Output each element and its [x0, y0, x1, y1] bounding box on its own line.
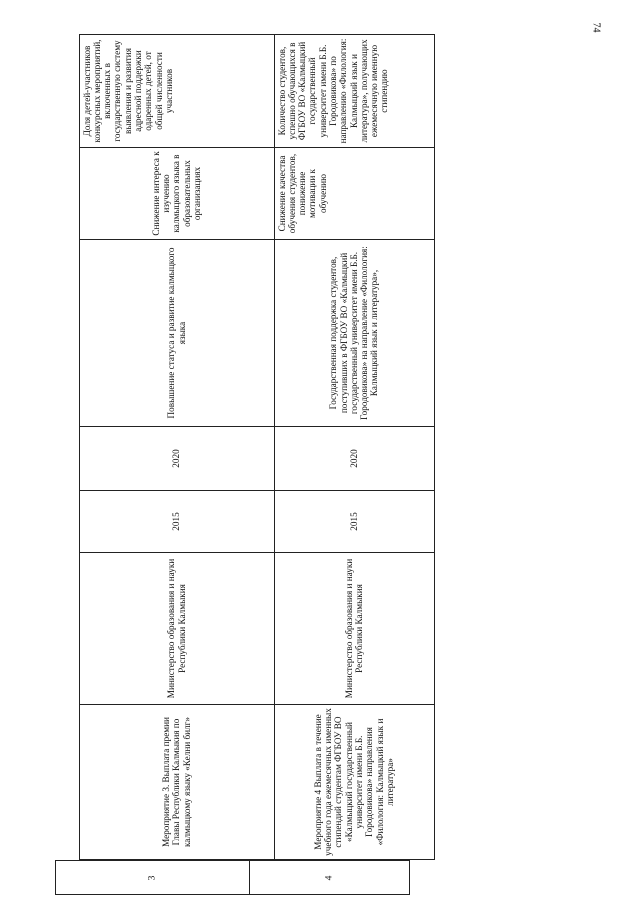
consequence-cell: Снижение интереса к изучению калмыцкого языка в образовательных организациях [79, 148, 274, 240]
result-cell: Повышение статуса и развитие калмыцкого языка [79, 240, 274, 427]
executor-cell: Министерство образования и науки Республики Калмыкия [274, 553, 434, 705]
table-row [79, 35, 274, 860]
start-year-cell: 2015 [274, 491, 434, 553]
end-year-cell: 2020 [274, 427, 434, 491]
row-number-cell-3 [55, 860, 250, 895]
row-number: 4 [324, 875, 335, 880]
row-number: 3 [147, 875, 158, 880]
indicator-cell: Количество студентов, успешно обучающихся в ФГБОУ ВО «Калмыцкий государственный университет имени Б.Б. Городовикова» по направлению «Филология: Калмыцкий язык и литература», получающих ежемесячную именную стипендию [274, 35, 434, 148]
event-cell: Мероприятие 4 Выплата в течение учебного года ежемесячных именных стипендий студентам ФГБОУ ВО «Калмыцкий государственный университет имени Б.Б. Городовикова» направления «Филология: Калмыцкий язык и литература» [274, 705, 434, 860]
start-year-cell: 2015 [79, 491, 274, 553]
indicator-cell: Доля детей-участников конкурсных мероприятий, включенных в государственную систему выявления и развития адресной поддержки одаренных детей, от общей численности участников [79, 35, 274, 148]
row-number-cell-4 [249, 860, 410, 895]
page-number: 74 [590, 22, 602, 33]
program-events-table [55, 34, 435, 860]
executor-cell: Министерство образования и науки Республики Калмыкия [79, 553, 274, 705]
result-cell: Государственная поддержка студентов, поступивших в ФГБОУ ВО «Калмыцкий государственный университет имени Б.Б. Городовикова» на направление «Филология: Калмыцкий язык и литература», [274, 240, 434, 427]
rotated-table-wrapper [55, 35, 410, 860]
end-year-cell: 2020 [79, 427, 274, 491]
consequence-cell: Снижение качества обучения студентов, понижение мотивации к обучению [274, 148, 434, 240]
table-row [55, 35, 79, 860]
event-cell: Мероприятие 3. Выплата премии Главы Республики Калмыкия по калмыцкому языку «Келни билг» [79, 705, 274, 860]
table-row [274, 35, 434, 860]
row-number-strip [55, 860, 410, 895]
